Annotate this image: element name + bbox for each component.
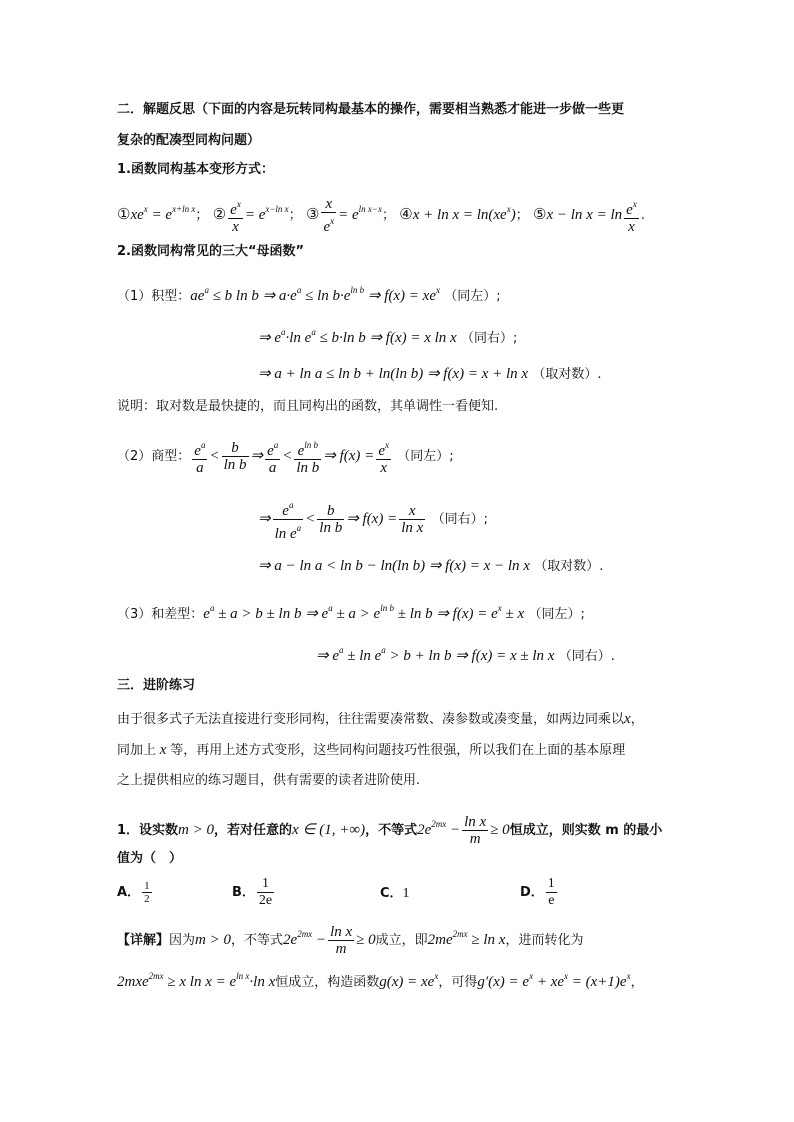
problem1-line2: 值为（ ） — [117, 851, 183, 866]
note: 说明：取对数是最快捷的，而且同构出的函数，其单调性一看便知. — [117, 399, 499, 414]
product-line-3: ⇒ a + ln a ≤ ln b + ln(ln b) ⇒ f(x) = x + ln x （取对数）. — [258, 366, 602, 382]
section2-title-cont: 复杂的配凑型同构问题） — [117, 133, 261, 148]
section3-p2: 同加上 x 等，再用上述方式变形，这些同构问题技巧性很强，所以我们在上面的基本原理 — [117, 742, 626, 758]
quotient-line-2: ⇒ $\frac{e^a}{\ln e^a}$ < $\frac{b}{\text{ln b}}$ ⇒ f(x) = $\frac{x}{\text{ln x}}$ （同右）; — [258, 497, 488, 537]
item2-title: 2.函数同构常见的三大“母函数” — [117, 244, 305, 259]
option-c[interactable]: C．1 — [380, 886, 410, 901]
section2-title: 二．解题反思（下面的内容是玩转同构最基本的操作，需要相当熟悉才能进一步做一些更 — [117, 102, 625, 117]
section3-title: 三．进阶练习 — [117, 678, 196, 693]
product-line-2: ⇒ $e^a\cdot\ln$ $e^a \le b\cdot\ln$ b ⇒ f(x) = x ln x （同右）; — [258, 327, 518, 346]
option-b[interactable]: B． $\frac{1}{2e}$ — [232, 876, 273, 908]
option-a[interactable]: A． $\frac{1}{2}$ — [117, 880, 150, 905]
solution-line2: 2mxe$^{2mx}$ ≥ x $\ln x = e^{ln x}\cdot\ln$ x恒成立，构造函数$g(x) = xe^x$，可得$g'(x) = e^x + xe^x = (x+1)e^x$， — [117, 971, 644, 990]
section3-p1: 由于很多式子无法直接进行变形同构，往往需要凑常数、凑参数或凑变量，如两边同乘以x， — [117, 711, 644, 727]
problem1-line1: 1．设实数m > 0，若对任意的x ∈ (1, +∞)，不等式$2e^{2mx}$ − $\frac{\text{ln x}}{m}$ ≥ 0恒成立，则实数 m 的最小 — [117, 814, 663, 847]
item1-title: 1.函数同构基本变形方式： — [117, 162, 274, 177]
product-line-1: （1）积型：$ae^a \le b$ ln b ⇒ $a\cdot e^a \le \ln b\cdot e^{ln b}$ ⇒ $f(x) = xe^x$ （同左）; — [117, 285, 501, 304]
quotient-line-3: ⇒ a − ln a < ln b − ln(ln b) ⇒ f(x) = x − ln x （取对数）. — [258, 558, 604, 574]
formula-row-1: $①xe^x = e^{x+ln x}$； ② $\frac{e^x}{x}$ = $e^{x-ln x}$； ③ $\frac{x}{e^x}$ = $e^{ln x-x}$； ④x + $\ln x = \ln(xe^x)$； ⑤x − ln x = ln $\frac{e^x}{x}$ . — [117, 196, 645, 235]
product-label: （1）积型： — [117, 289, 191, 304]
sum-line-1: （3）和差型：$e^a \pm a > b \pm \ln b$ ⇒ $e^a \pm a > e^{ln b} \pm \ln b$ ⇒ $f(x) = e^x \pm x$ （同左）; — [117, 603, 585, 622]
solution-line1: 【详解】因为m > 0，不等式$2e^{2mx}$ − $\frac{\text{ln x}}{m}$ ≥ 0成立，即$2me^{2mx} \ge \ln x$，进而转化为 — [117, 924, 584, 957]
option-d[interactable]: D． $\frac{1}{e}$ — [520, 876, 555, 908]
sum-line-2: ⇒ $e^a \pm \ln e^a > b + \ln b$ ⇒ f(x) = x ± ln x （同右）. — [316, 645, 615, 664]
section3-p3: 之上提供相应的练习题目，供有需要的读者进阶使用. — [117, 773, 421, 788]
quotient-line-1: （2）商型： $\frac{e^a}{a}$ < $\frac{b}{\text{ln b}}$ ⇒ $\frac{e^a}{a}$ < $\frac{e^{ln b}}{\text{ln b}}$ ⇒ f(x) = $\frac{e^x}{x}$ （同左）; — [117, 436, 454, 476]
